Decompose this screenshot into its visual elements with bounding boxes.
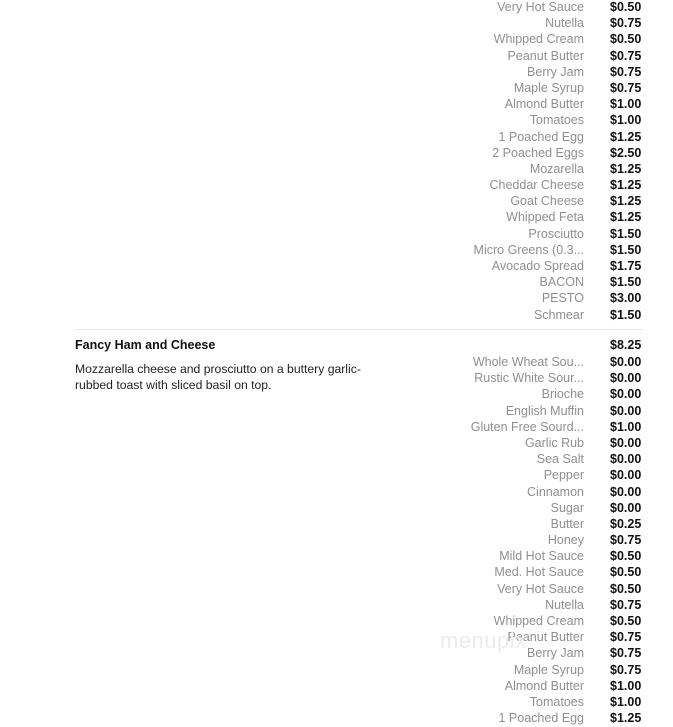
option-row [440, 354, 650, 370]
option-price: $0.50 [610, 0, 642, 14]
option-row [440, 451, 650, 467]
option-name: 2 Poached Eggs [492, 145, 584, 160]
option-row [440, 694, 650, 710]
option-row [440, 419, 650, 435]
options-list-item [440, 354, 650, 726]
option-name: Mozarella [529, 161, 584, 176]
option-price: $1.25 [610, 129, 642, 144]
option-name: 1 Poached Egg [498, 711, 584, 726]
option-name: Tomatoes [529, 113, 584, 128]
option-price: $0.50 [610, 565, 642, 580]
option-row [440, 209, 650, 225]
option-row [440, 435, 650, 451]
option-row [440, 48, 650, 64]
option-row [440, 403, 650, 419]
option-name: Whipped Feta [506, 210, 584, 225]
option-price: $0.50 [610, 581, 642, 596]
options-list-top [440, 0, 650, 323]
option-row [440, 516, 650, 532]
option-price: $1.50 [610, 275, 642, 290]
option-price: $0.00 [610, 452, 642, 467]
option-row [440, 532, 650, 548]
option-name: Sugar [550, 500, 584, 515]
option-name: Very Hot Sauce [497, 581, 584, 596]
option-name: Tomatoes [529, 694, 584, 709]
option-price: $0.50 [610, 614, 642, 628]
option-name: Mild Hot Sauce [499, 549, 584, 564]
option-price: $1.50 [610, 226, 642, 241]
option-price: $0.00 [610, 355, 642, 369]
item-price: $8.25 [610, 338, 642, 352]
option-price: $1.00 [610, 694, 642, 709]
option-name: Whipped Cream [493, 614, 584, 628]
option-row [440, 274, 650, 290]
option-price: $0.75 [610, 597, 642, 612]
option-price: $0.75 [610, 64, 642, 79]
option-name: Gluten Free Sourd... [470, 419, 584, 434]
option-name: Very Hot Sauce [497, 0, 584, 14]
option-price: $1.25 [610, 711, 642, 726]
option-row [440, 145, 650, 161]
option-name: Whipped Cream [493, 32, 584, 47]
option-row [440, 370, 650, 386]
option-row [440, 129, 650, 145]
option-name: Med. Hot Sauce [494, 565, 584, 580]
option-row [440, 31, 650, 47]
option-name: Nutella [545, 597, 584, 612]
option-row [440, 15, 650, 31]
option-row [440, 290, 650, 306]
option-name: Cheddar Cheese [489, 178, 584, 193]
section-divider [75, 329, 643, 330]
option-row [440, 564, 650, 580]
option-name: Peanut Butter [507, 630, 584, 645]
option-price: $1.25 [610, 178, 642, 193]
option-price: $1.75 [610, 259, 642, 273]
watermark-logo: menupix [440, 628, 527, 653]
option-name: Nutella [545, 16, 584, 31]
option-price: $0.75 [610, 646, 642, 661]
option-name: Avocado Spread [491, 259, 584, 273]
option-price: $0.00 [610, 371, 642, 386]
option-row [440, 307, 650, 323]
option-price: $1.00 [610, 678, 642, 693]
option-price: $1.00 [610, 419, 642, 434]
option-name: Maple Syrup [513, 662, 584, 677]
option-name: PESTO [541, 291, 584, 306]
option-price: $1.00 [610, 97, 642, 112]
option-name: Brioche [541, 387, 584, 402]
option-name: Almond Butter [504, 97, 584, 112]
option-price: $0.75 [610, 16, 642, 31]
option-name: Garlic Rub [524, 435, 584, 450]
option-name: Berry Jam [527, 646, 584, 661]
option-name: Almond Butter [504, 678, 584, 693]
option-row [440, 662, 650, 678]
option-price: $1.00 [610, 113, 642, 128]
option-price: $0.75 [610, 48, 642, 63]
option-name: Pepper [543, 468, 584, 483]
option-name: Schmear [533, 307, 584, 322]
option-name: Sea Salt [536, 452, 584, 467]
option-name: Peanut Butter [507, 48, 584, 63]
option-name: Whole Wheat Sou... [472, 355, 584, 369]
option-row [440, 0, 650, 15]
option-row [440, 678, 650, 694]
option-price: $0.75 [610, 533, 642, 548]
option-price: $1.50 [610, 307, 642, 322]
option-name: Berry Jam [527, 64, 584, 79]
option-row [440, 467, 650, 483]
item-title: Fancy Ham and Cheese [75, 338, 216, 352]
option-row [440, 193, 650, 209]
option-row [440, 613, 650, 629]
option-price: $0.00 [610, 403, 642, 418]
option-row [440, 226, 650, 242]
option-name: 1 Poached Egg [498, 129, 584, 144]
option-name: Rustic White Sour... [474, 371, 584, 386]
option-name: Maple Syrup [513, 80, 584, 95]
option-price: $0.00 [610, 484, 642, 499]
option-price: $3.00 [610, 291, 642, 306]
option-row [440, 80, 650, 96]
option-name: Prosciutto [528, 226, 584, 241]
option-name: Honey [547, 533, 584, 548]
option-row [440, 112, 650, 128]
option-price: $2.50 [610, 145, 642, 160]
item-description: Mozzarella cheese and prosciutto on a buttery garlic-rubbed toast with sliced basil on top. [75, 362, 361, 392]
option-row [440, 581, 650, 597]
option-price: $0.50 [610, 549, 642, 564]
option-row [440, 96, 650, 112]
option-price: $1.25 [610, 194, 642, 209]
option-row [440, 386, 650, 402]
option-price: $0.75 [610, 630, 642, 645]
option-row [440, 242, 650, 258]
option-name: English Muffin [505, 403, 584, 418]
option-name: Micro Greens (0.3... [473, 242, 584, 257]
option-price: $0.50 [610, 32, 642, 47]
option-row [440, 484, 650, 500]
option-name: Butter [550, 516, 584, 531]
option-price: $0.00 [610, 468, 642, 483]
option-row [440, 161, 650, 177]
option-row [440, 548, 650, 564]
option-price: $0.75 [610, 80, 642, 95]
option-price: $0.25 [610, 516, 642, 531]
option-price: $1.50 [610, 242, 642, 257]
option-row [440, 64, 650, 80]
option-price: $0.00 [610, 500, 642, 515]
option-price: $0.75 [610, 662, 642, 677]
option-price: $0.00 [610, 387, 642, 402]
option-row [440, 597, 650, 613]
option-name: Goat Cheese [510, 194, 584, 209]
option-price: $1.25 [610, 161, 642, 176]
option-row [440, 500, 650, 516]
option-name: BACON [539, 275, 584, 290]
option-price: $0.00 [610, 435, 642, 450]
option-price: $1.25 [610, 210, 642, 225]
option-row [440, 710, 650, 726]
option-row [440, 258, 650, 274]
option-row [440, 177, 650, 193]
option-name: Cinnamon [527, 484, 584, 499]
